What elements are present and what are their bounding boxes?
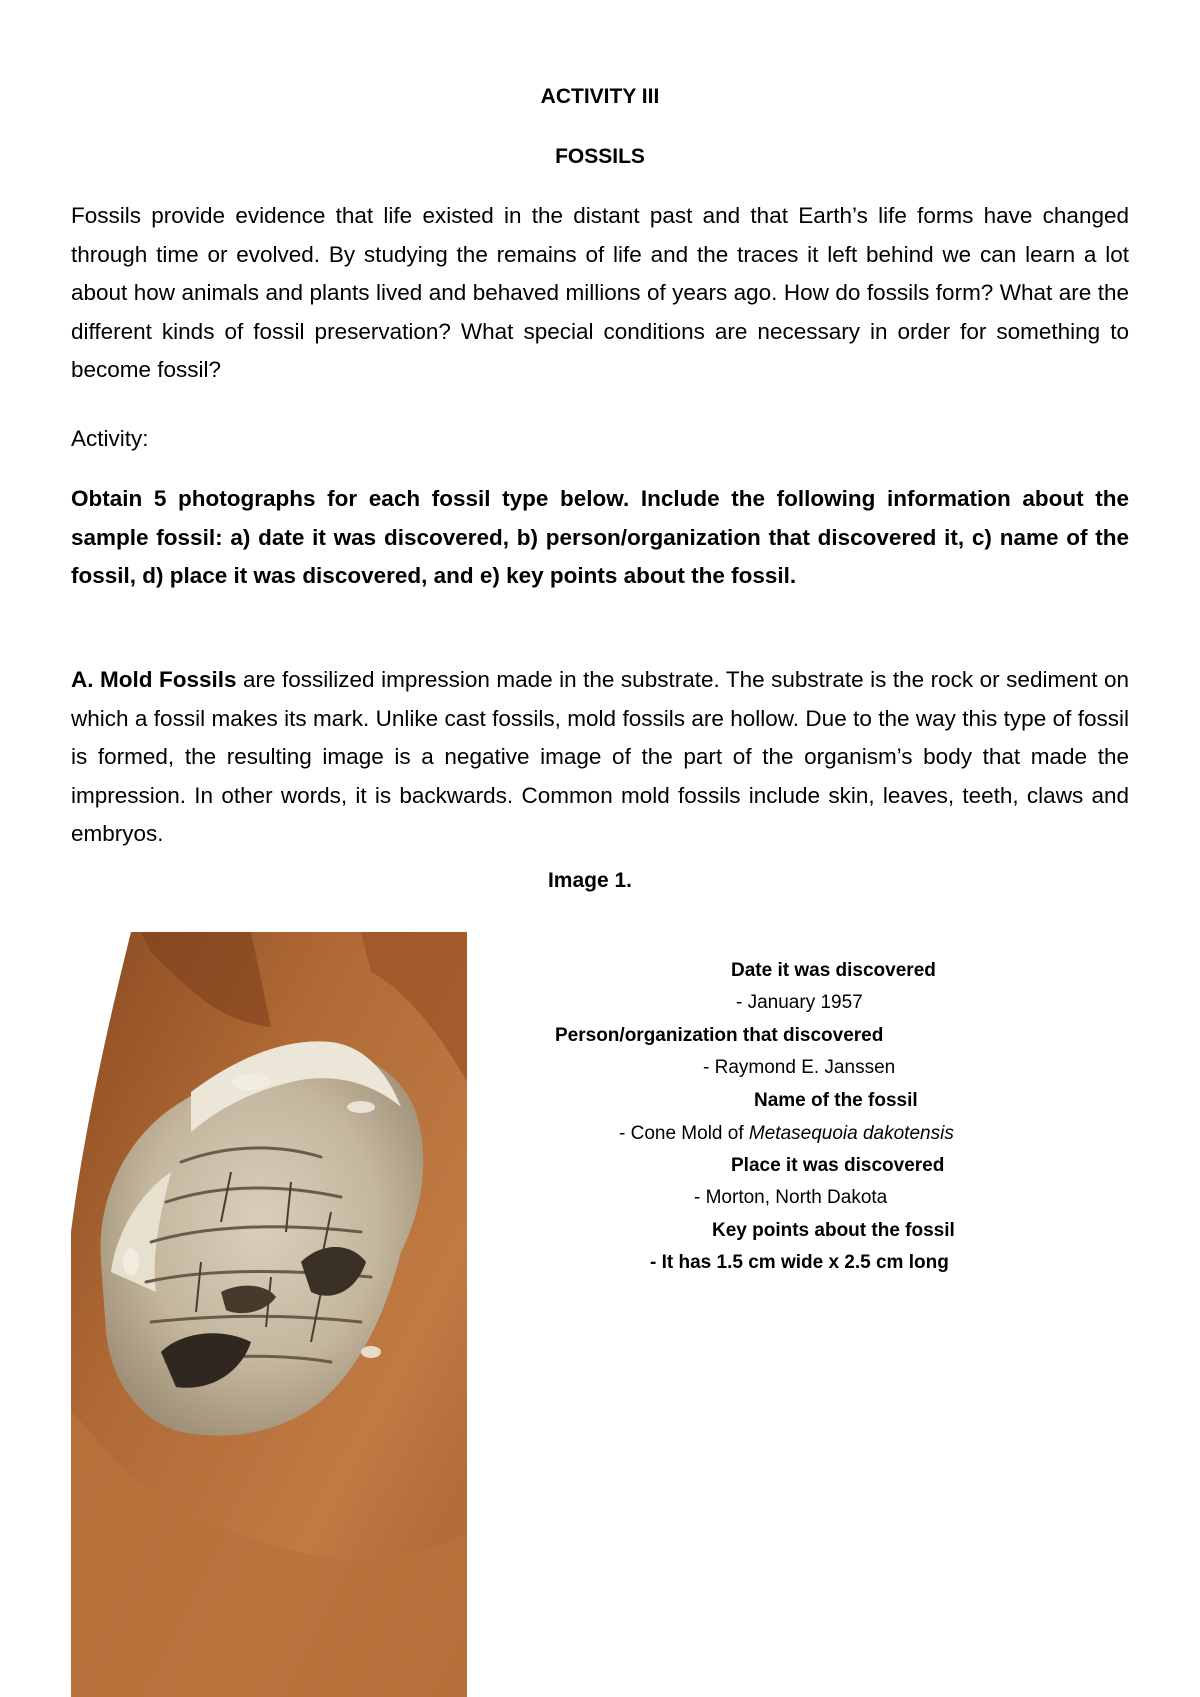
activity-title: ACTIVITY III	[540, 85, 660, 108]
name-prefix: - Cone Mold of	[619, 1123, 749, 1144]
section-a-lead: A. Mold Fossils	[71, 667, 237, 692]
person-label: Person/organization that discovered	[555, 1025, 884, 1046]
intro-paragraph: Fossils provide evidence that life existed in the distant past and that Earth’s life forms have changed through time or evolved. By studying the remains of life and the traces it left behind we can learn a lot about how animals and plants lived and behaved millions of years ago. How do fossils form? What are the different kinds of fossil preservation? What special conditions are necessary in order for something to become fossil?	[71, 203, 1129, 383]
person-value: - Raymond E. Janssen	[703, 1057, 896, 1078]
date-label: Date it was discovered	[731, 960, 936, 981]
name-value	[619, 1123, 954, 1145]
section-a-paragraph	[71, 661, 1129, 854]
image-caption: Image 1.	[547, 869, 633, 892]
fossil-photo	[71, 932, 467, 1697]
place-label: Place it was discovered	[731, 1155, 945, 1176]
key-points-value: - It has 1.5 cm wide x 2.5 cm long	[650, 1252, 949, 1273]
date-value: - January 1957	[736, 992, 863, 1013]
place-value: - Morton, North Dakota	[694, 1187, 888, 1208]
species-name: Metasequoia dakotensis	[748, 1123, 954, 1144]
key-points-label: Key points about the fossil	[712, 1220, 955, 1241]
page-title: FOSSILS	[555, 145, 645, 168]
activity-label: Activity:	[71, 426, 149, 451]
name-label: Name of the fossil	[754, 1090, 918, 1111]
instructions-paragraph: Obtain 5 photographs for each fossil type below. Include the following information about the sample fossil: a) date it was discovered, b) person/organization that discovered it, c) name of the fossil, d) place it was discovered, and e) key points about the fossil.	[71, 486, 1129, 589]
section-a-text: are fossilized impression made in the substrate. The substrate is the rock or sediment on which a fossil makes its mark. Unlike cast fossils, mold fossils are hollow. Due to the way this type of fossil is formed, the resulting image is a negative image of the part of the organism’s body that made the impression. In other words, it is backwards. Common mold fossils include skin, leaves, teeth, claws and embryos.	[71, 667, 1129, 847]
